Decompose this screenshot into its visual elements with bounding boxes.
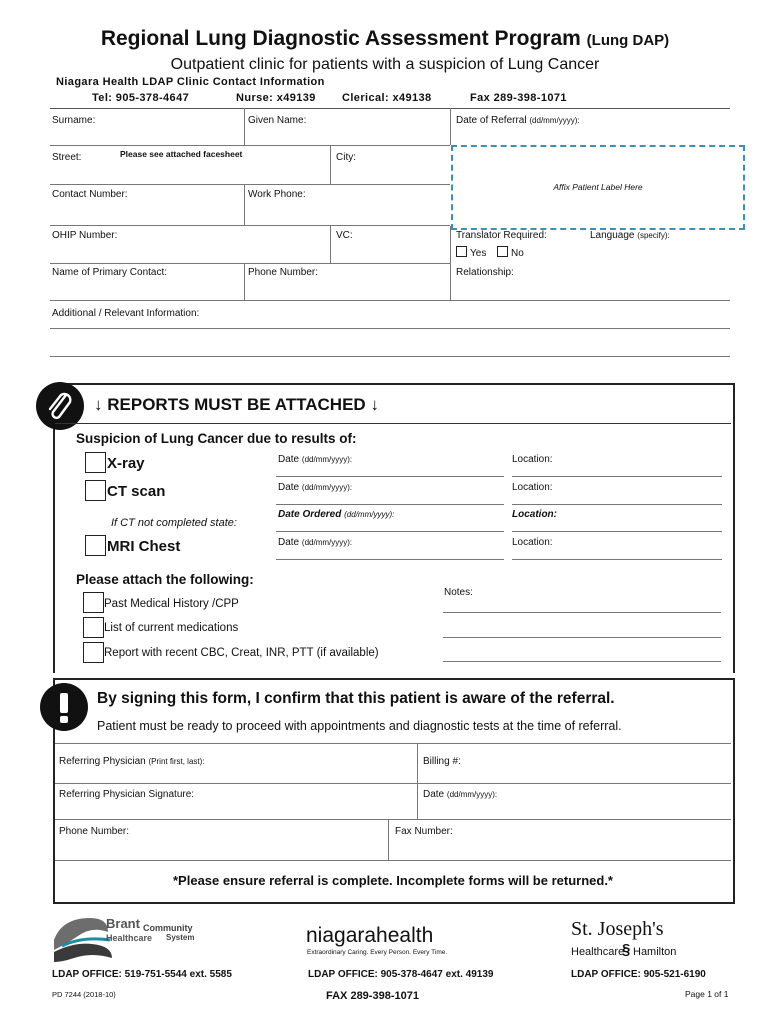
ref-phys-hint: (Print first, last): [148,757,205,766]
lab-report-checkbox[interactable] [83,642,104,663]
mri-label: MRI Chest [107,538,181,555]
ct-location-line[interactable] [512,504,722,505]
stjoe-office-phone: LDAP OFFICE: 905-521-6190 [571,969,706,980]
ref-phys-text: Referring Physician [59,756,146,767]
vc-label: VC: [336,230,353,241]
clinic-contact-heading: Niagara Health LDAP Clinic Contact Information [56,76,325,88]
divider [450,226,451,300]
date-format-hint: (dd/mm/yyyy): [301,455,353,464]
stjoe-logo-sub: Healthcare [571,946,625,958]
xray-location-label: Location: [512,454,553,465]
stjoe-logo-text: St. Joseph's [571,918,664,940]
divider [50,263,450,264]
reports-heading [94,395,379,415]
divider [388,819,389,860]
billing-label: Billing #: [423,756,461,767]
physician-fax-label: Fax Number: [395,826,453,837]
ready-statement: Patient must be ready to proceed with appointments and diagnostic tests at the time of referral. [97,719,622,733]
date-format-hint: (dd/mm/yyyy): [529,116,580,125]
date-of-referral-text: Date of Referral [456,115,527,126]
brant-logo-text: Healthcare [106,933,153,943]
ordered-location-line[interactable] [512,531,722,532]
clinic-fax: Fax 289-398-1071 [470,92,567,104]
date-ordered-line[interactable] [276,531,504,532]
divider [244,108,245,145]
xray-location-line[interactable] [512,476,722,477]
divider [417,743,418,819]
date-format-hint: (dd/mm/yyyy): [301,538,353,547]
contact-number-label: Contact Number: [52,189,128,200]
divider [55,743,731,744]
divider [330,145,331,185]
mri-date-label [278,537,352,549]
xray-date-line[interactable] [276,476,504,477]
given-name-label: Given Name: [248,115,307,126]
ct-date-line[interactable] [276,504,504,505]
xray-label: X-ray [107,455,145,472]
clinic-tel: Tel: 905-378-4647 [92,92,190,104]
ct-not-completed-note: If CT not completed state: [111,517,237,529]
mri-location-line[interactable] [512,559,722,560]
divider [50,225,450,226]
suspicion-heading: Suspicion of Lung Cancer due to results of: [76,431,357,446]
completeness-warning: *Please ensure referral is complete. Incomplete forms will be returned.* [173,873,613,888]
language-text: Language [590,230,635,241]
translator-yes-checkbox[interactable] [456,246,467,257]
divider [244,184,245,225]
medications-checkbox[interactable] [83,617,104,638]
xray-date-label [278,454,352,466]
form-id: PD 7244 (2018-10) [52,990,116,999]
surname-label: Surname: [52,115,96,126]
divider [55,819,731,820]
arrow-down-icon: ↓ [370,395,379,414]
ohip-label: OHIP Number: [52,230,118,241]
brant-logo-text: Brant [106,916,140,931]
divider [50,328,730,329]
niagara-office-phone: LDAP OFFICE: 905-378-4647 ext. 49139 [308,969,494,980]
form-title [0,26,770,54]
ct-location-label: Location: [512,482,553,493]
referring-physician-label [59,756,205,768]
primary-contact-label: Name of Primary Contact: [52,267,168,278]
date-text: Date [278,537,300,548]
form-title-main: Regional Lung Diagnostic Assessment Program [100,27,581,50]
no-label: No [511,248,524,259]
clinic-clerical: Clerical: x49138 [342,92,432,104]
divider [244,263,245,300]
divider [50,108,730,109]
date-format-hint: (dd/mm/yyyy): [446,790,498,799]
exclamation-icon [40,683,88,731]
clinic-nurse: Nurse: x49139 [236,92,316,104]
ct-date-label [278,482,352,494]
signature-label: Referring Physician Signature: [59,789,195,800]
brant-office-phone: LDAP OFFICE: 519-751-5544 ext. 5585 [52,969,232,980]
city-label: City: [336,152,356,163]
footer-fax: FAX 289-398-1071 [326,990,419,1002]
mri-checkbox[interactable] [85,535,106,556]
translator-label: Translator Required: [456,230,547,241]
divider [55,423,731,424]
work-phone-label: Work Phone: [248,189,306,200]
divider [55,860,731,861]
date-text: Date [278,482,300,493]
divider [50,145,450,146]
reports-heading-text: REPORTS MUST BE ATTACHED [107,395,366,414]
brant-logo-text: System [166,933,195,942]
divider [330,225,331,263]
divider [50,184,450,185]
notes-line[interactable] [443,637,721,638]
additional-info-label: Additional / Relevant Information: [52,308,200,319]
translator-no-checkbox[interactable] [497,246,508,257]
arrow-down-icon: ↓ [94,395,103,414]
confirm-statement: By signing this form, I confirm that this patient is aware of the referral. [97,690,615,707]
date-ordered-label [278,509,394,521]
ordered-location-label: Location: [512,509,557,520]
contact-phone-label: Phone Number: [248,267,319,278]
attach-item: Report with recent CBC, Creat, INR, PTT (if available) [104,647,379,659]
mri-date-line[interactable] [276,559,504,560]
date-ordered-text: Date Ordered [278,509,342,520]
attach-item: Past Medical History /CPP [104,598,239,610]
sign-date-label [423,789,497,801]
language-label [590,230,670,242]
attach-heading: Please attach the following: [76,572,254,587]
divider [450,108,451,145]
language-hint: (specify): [637,231,670,240]
stjoe-logo-mark: § [622,941,631,958]
date-format-hint: (dd/mm/yyyy): [301,483,353,492]
stjoe-logo-sub: Hamilton [633,946,677,958]
niagara-tagline: Extraordinary Caring. Every Person. Every Time. [307,949,448,956]
page-number: Page 1 of 1 [685,989,729,999]
date-of-referral-label [456,115,580,127]
physician-phone-label: Phone Number: [59,826,130,837]
affix-label-text: Affix Patient Label Here [553,182,643,192]
mri-location-label: Location: [512,537,553,548]
medical-history-checkbox[interactable] [83,592,104,613]
attach-item: List of current medications [104,622,239,634]
form-title-suffix: (Lung DAP) [586,32,670,49]
niagara-logo-text: niagarahealth [306,924,434,947]
divider [50,300,730,301]
notes-line[interactable] [443,661,721,662]
date-text: Date [423,789,445,800]
notes-line[interactable] [443,612,721,613]
facesheet-note: Please see attached facesheet [120,149,243,159]
divider [50,356,730,357]
date-format-hint: (dd/mm/yyyy): [344,510,395,519]
xray-checkbox[interactable] [85,452,106,473]
brant-logo-text: Community [143,923,193,933]
ct-checkbox[interactable] [85,480,106,501]
ct-label: CT scan [107,483,166,500]
yes-label: Yes [470,248,487,259]
relationship-label: Relationship: [456,267,514,278]
form-subtitle: Outpatient clinic for patients with a suspicion of Lung Cancer [170,56,600,73]
notes-label: Notes: [444,587,473,598]
street-label: Street: [52,152,82,163]
date-text: Date [278,454,300,465]
divider [55,783,731,784]
